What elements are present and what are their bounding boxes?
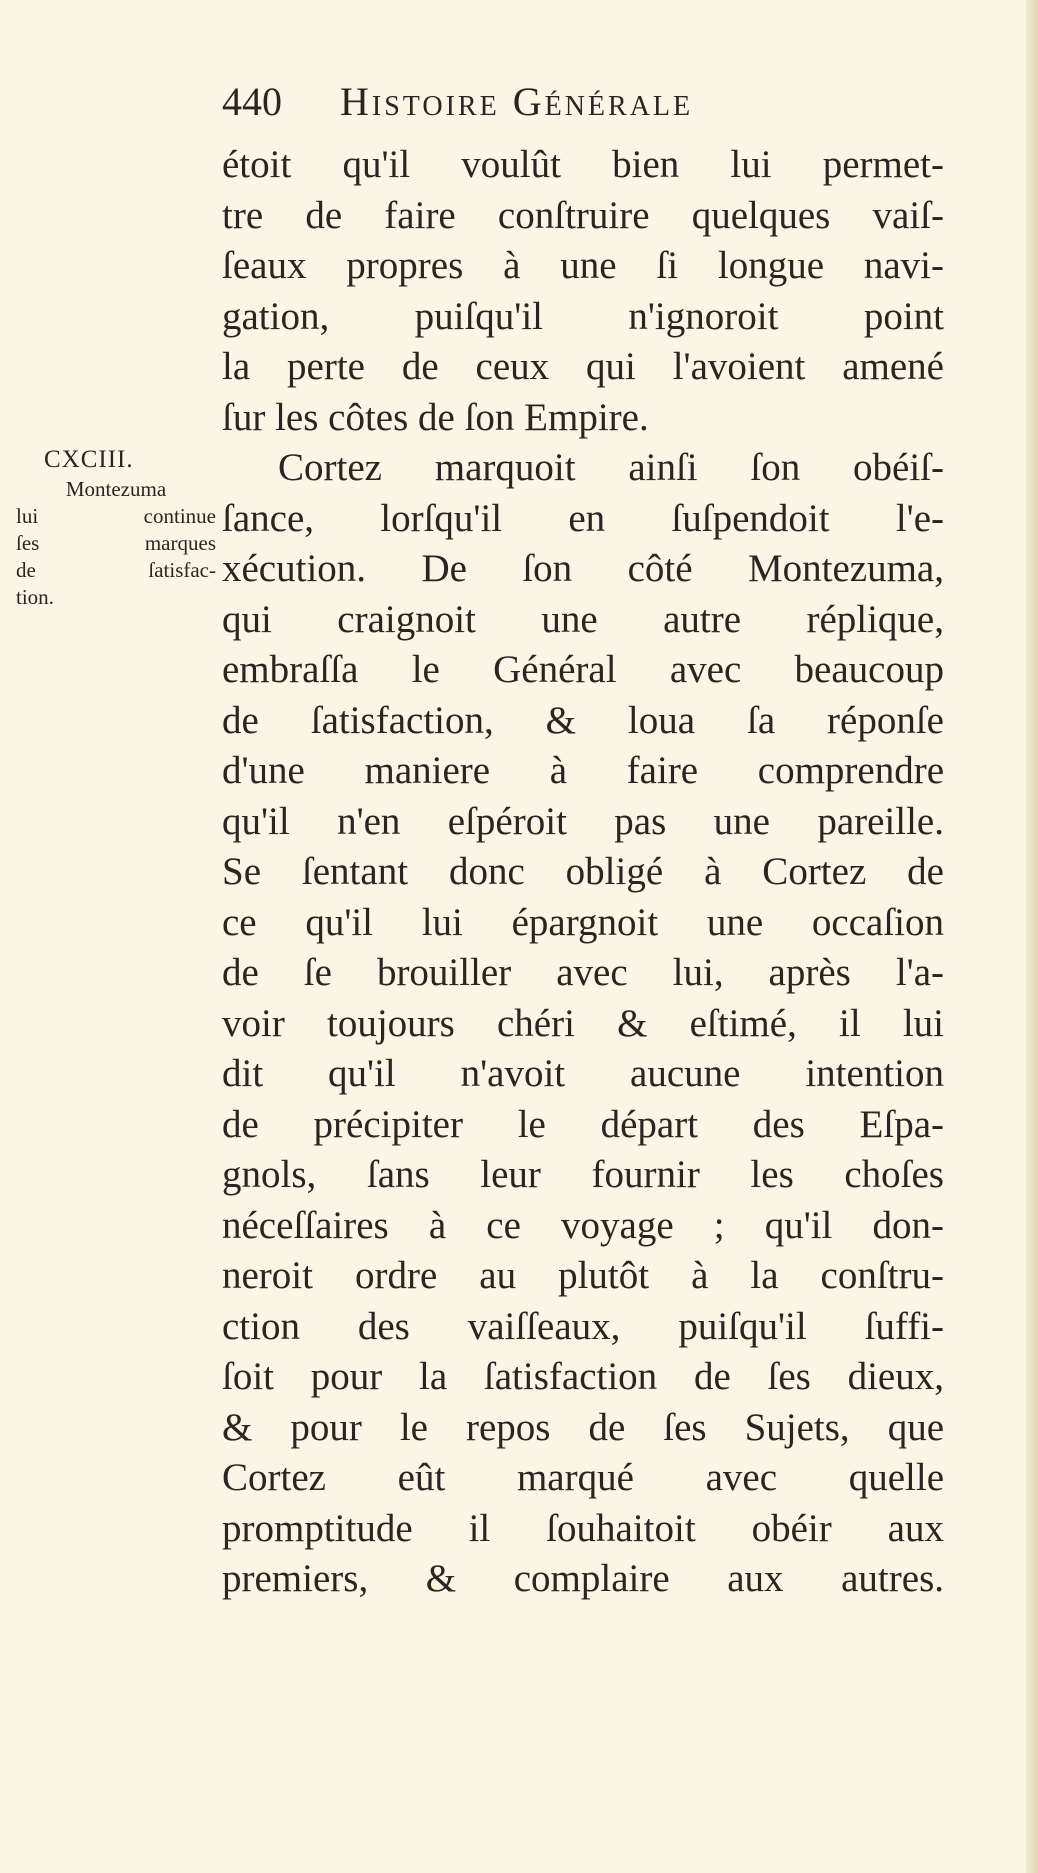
text-line: ſance, lorſqu'il en ſuſpendoit l'e- (222, 496, 944, 540)
margin-note (16, 444, 216, 611)
text-line: ſoit pour la ſatisfaction de ſes dieux, (222, 1355, 944, 1398)
section-numeral: CXCIII. (44, 446, 134, 473)
text-line: étoit qu'il voulût bien lui permet- (222, 143, 944, 186)
text-line: qu'il n'en eſpéroit pas une pareille. (222, 799, 944, 843)
text-line: tre de faire conſtruire quelques vaiſ- (222, 193, 944, 237)
text-line: neroit ordre au plutôt à la conſtru- (222, 1254, 944, 1297)
text-line: qui craignoit une autre réplique, (222, 597, 944, 641)
text-line: voir toujours chéri & eſtimé, il lui (222, 1001, 944, 1045)
text-line: ſeaux propres à une ſi longue navi- (222, 244, 944, 287)
text-line: & pour le repos de ſes Sujets, que (222, 1405, 944, 1449)
text-line: ction des vaiſſeaux, puiſqu'il ſuffi- (222, 1304, 944, 1348)
margin-note-line: ſes marques (16, 531, 216, 555)
text-line: premiers, & complaire aux autres. (222, 1557, 944, 1600)
text-line: promptitude il ſouhaitoit obéir aux (222, 1506, 944, 1550)
text-line: de précipiter le départ des Eſpa- (222, 1102, 944, 1146)
margin-note-line: de ſatisfac- (16, 558, 216, 582)
text-line: ſur les côtes de ſon Empire. (222, 395, 649, 439)
margin-note-line: lui continue (16, 504, 216, 528)
running-title: Histoire Générale (340, 79, 694, 124)
margin-note-line: Montezuma (65, 477, 167, 501)
text-line: la perte de ceux qui l'avoient amené (222, 345, 944, 388)
text-line: xécution. De ſon côté Montezuma, (222, 547, 944, 590)
body-text (222, 140, 944, 1605)
text-line: d'une maniere à faire comprendre (222, 749, 944, 792)
text-line: dit qu'il n'avoit aucune intention (222, 1052, 944, 1095)
page-number: 440 (222, 79, 282, 124)
text-line: ce qu'il lui épargnoit une occaſion (222, 900, 944, 944)
text-line: de ſe brouiller avec lui, après l'a- (222, 951, 944, 994)
text-line: néceſſaires à ce voyage ; qu'il don- (222, 1203, 944, 1247)
text-line: gation, puiſqu'il n'ignoroit point (222, 294, 944, 338)
text-line: embraſſa le Général avec beaucoup (222, 648, 944, 691)
text-line: Cortez eût marqué avec quelle (222, 1456, 944, 1499)
margin-note-line: tion. (16, 585, 54, 609)
text-line: de ſatisfaction, & loua ſa réponſe (222, 698, 944, 742)
text-line: Se ſentant donc obligé à Cortez de (222, 850, 944, 893)
text-line: gnols, ſans leur fournir les choſes (222, 1153, 944, 1196)
text-line: Cortez marquoit ainſi ſon obéiſ- (278, 446, 944, 489)
page-edge (1026, 0, 1038, 1873)
running-header (222, 78, 942, 132)
